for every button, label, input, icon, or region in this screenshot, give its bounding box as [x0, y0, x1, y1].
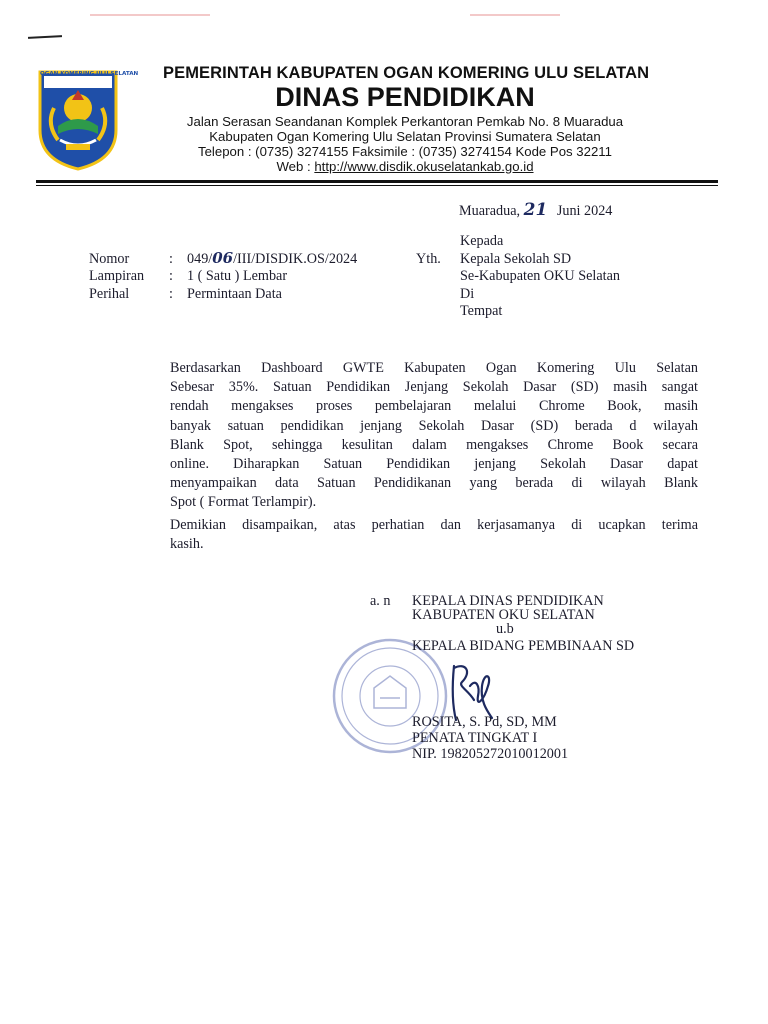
signatory-title-3: KEPALA BIDANG PEMBINAAN SD — [412, 638, 635, 654]
yth-label: Yth. — [416, 251, 441, 267]
lampiran-colon: : — [169, 268, 173, 284]
paragraph-line: Spot ( Format Terlampir). — [170, 494, 317, 511]
nomor-colon: : — [169, 251, 173, 267]
body-paragraph-1 — [170, 359, 698, 513]
recipient-di: Di — [460, 286, 475, 302]
paragraph-line: banyak satuan pendidikan jenjang Sekolah Dasar (SD) berada d wilayah — [170, 417, 698, 434]
lampiran-value: 1 ( Satu ) Lembar — [187, 268, 288, 284]
paragraph-line: online. Diharapkan Satuan Pendidikan jenjang Sekolah Dasar dapat — [170, 456, 698, 473]
letter-date — [459, 200, 612, 220]
scan-mark — [28, 35, 62, 39]
signatory-name: ROSITA, S. Pd, SD, MM — [412, 714, 557, 730]
nomor-suffix: /III/DISDIK.OS/2024 — [233, 251, 358, 267]
nomor-value — [187, 249, 357, 268]
nomor-prefix: 049/ — [187, 251, 213, 267]
scan-speck — [90, 14, 210, 16]
recipient-kepada: Kepada — [460, 233, 504, 249]
paragraph-line: Blank Spot, sehingga kesulitan dalam mengakses Chrome Book secara — [170, 436, 698, 453]
perihal-value: Permintaan Data — [187, 286, 282, 302]
paragraph-line: menyampaikan data Satuan Pendidikanan yang berada di wilayah Blank — [170, 475, 698, 492]
regency-emblem-icon — [36, 68, 139, 172]
letterhead-rule-thick — [36, 180, 718, 183]
address-line-2: Kabupaten Ogan Komering Ulu Selatan Provinsi Sumatera Selatan — [209, 129, 601, 144]
signatory-ub: u.b — [496, 621, 514, 637]
body-paragraph-2 — [170, 516, 698, 554]
department-title: DINAS PENDIDIKAN — [275, 82, 535, 112]
perihal-colon: : — [169, 286, 173, 302]
emblem-text: OGAN KOMERING ULU SELATAN — [40, 71, 139, 77]
recipient-line-1: Kepala Sekolah SD — [460, 251, 572, 267]
paragraph-line: Berdasarkan Dashboard GWTE Kabupaten Ogan Komering Ulu Selatan — [170, 360, 698, 376]
letterhead-rule-thin — [36, 185, 718, 186]
government-title: PEMERINTAH KABUPATEN OGAN KOMERING ULU SELATAN — [163, 64, 650, 82]
paragraph-line: Demikian disampaikan, atas perhatian dan kerjasamanya di ucapkan terima — [170, 517, 698, 533]
date-day-handwritten: 21 — [523, 200, 548, 220]
recipient-line-2: Se-Kabupaten OKU Selatan — [460, 268, 620, 284]
paragraph-line: rendah mengakses proses pembelajaran melalui Chrome Book, masih — [170, 398, 698, 415]
recipient-tempat: Tempat — [460, 303, 503, 319]
signatory-rank: PENATA TINGKAT I — [412, 730, 538, 746]
website-label: Web : — [276, 159, 315, 174]
date-place: Muaradua, — [459, 203, 521, 219]
perihal-label: Perihal — [89, 286, 130, 302]
address-line-1: Jalan Serasan Seandanan Komplek Perkantoran Pemkab No. 8 Muaradua — [186, 114, 624, 129]
scan-speck — [470, 14, 560, 16]
phone-line: Telepon : (0735) 3274155 Faksimile : (0735) 3274154 Kode Pos 32211 — [198, 144, 612, 159]
paragraph-line: kasih. — [170, 536, 204, 553]
nomor-label: Nomor — [89, 251, 130, 267]
paragraph-line: Sebesar 35%. Satuan Pendidikan Jenjang Sekolah Dasar (SD) masih sangat — [170, 379, 698, 396]
signatory-an: a. n — [370, 593, 391, 609]
signatory-title-2: KABUPATEN OKU SELATAN — [412, 607, 595, 623]
signatory-nip: NIP. 198205272010012001 — [412, 746, 569, 762]
nomor-handwritten: 06 — [212, 249, 234, 267]
website-line — [163, 159, 647, 174]
lampiran-label: Lampiran — [89, 268, 145, 284]
date-month-year: Juni 2024 — [556, 203, 613, 219]
website-link[interactable]: http://www.disdik.okuselatankab.go.id — [314, 159, 534, 174]
signatory-title-1: KEPALA DINAS PENDIDIKAN — [412, 593, 604, 609]
